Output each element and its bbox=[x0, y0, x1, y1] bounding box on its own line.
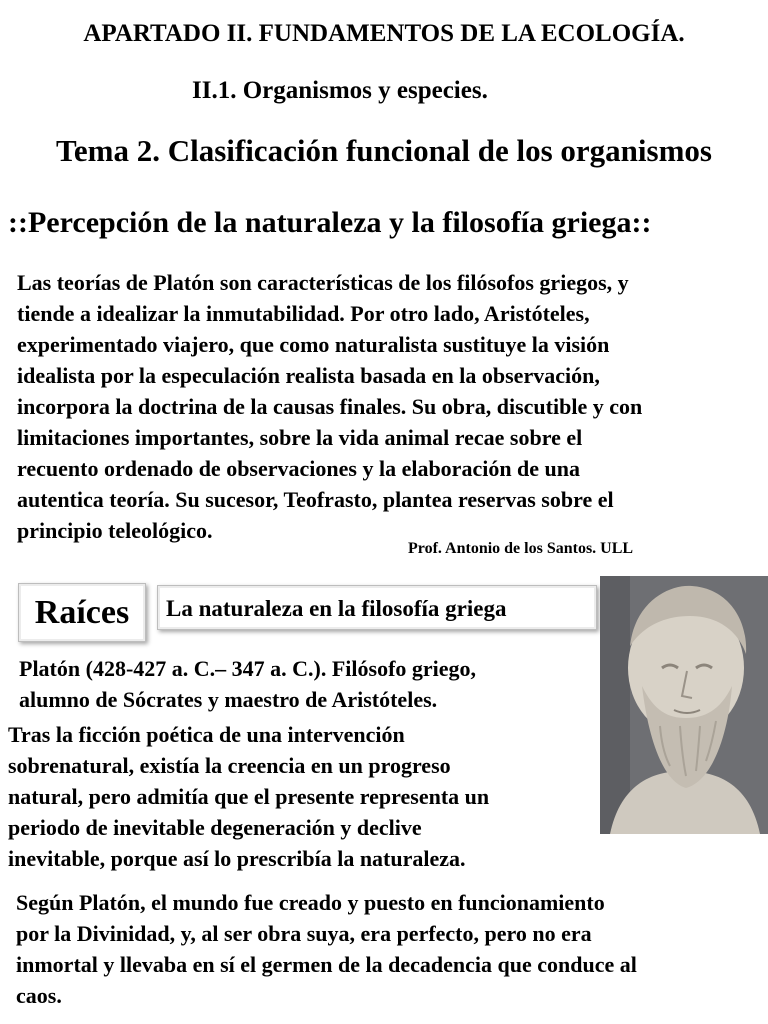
segun-platon-paragraph bbox=[16, 887, 751, 1011]
author-credit: Prof. Antonio de los Santos. ULL bbox=[408, 540, 634, 557]
subapartado-title: II.1. Organismos y especies. bbox=[192, 77, 488, 104]
tema-title: Tema 2. Clasificación funcional de los organismos bbox=[56, 133, 712, 168]
intro-line: idealista por la especulación realista basada en la observación, bbox=[17, 363, 600, 388]
platon-line: alumno de Sócrates y maestro de Aristóteles. bbox=[19, 687, 438, 712]
intro-line: principio teleológico. bbox=[17, 518, 213, 543]
segun-line: inmortal y llevaba en sí el germen de la decadencia que conduce al bbox=[16, 952, 637, 977]
intro-line: tiende a idealizar la inmutabilidad. Por otro lado, Aristóteles, bbox=[17, 301, 590, 326]
ficcion-paragraph bbox=[8, 719, 588, 874]
intro-line: limitaciones importantes, sobre la vida animal recae sobre el bbox=[17, 425, 583, 450]
platon-bio-paragraph bbox=[19, 653, 579, 715]
intro-line: incorpora la doctrina de la causas finales. Su obra, discutible y con bbox=[17, 394, 643, 419]
subtitle-box: La naturaleza en la filosofía griega bbox=[157, 585, 597, 630]
ficcion-line: inevitable, porque así lo prescribía la naturaleza. bbox=[8, 846, 466, 871]
section-heading: ::Percepción de la naturaleza y la filosofía griega:: bbox=[8, 206, 652, 239]
intro-line: Las teorías de Platón son características de los filósofos griegos, y bbox=[17, 270, 629, 295]
apartado-title: APARTADO II. FUNDAMENTOS DE LA ECOLOGÍA. bbox=[83, 20, 685, 47]
ficcion-line: Tras la ficción poética de una intervención bbox=[8, 722, 405, 747]
plato-bust-image bbox=[600, 576, 768, 834]
ficcion-line: natural, pero admitía que el presente representa un bbox=[8, 784, 490, 809]
raices-label-box: Raíces bbox=[18, 583, 146, 642]
plato-bust-illustration bbox=[600, 576, 768, 834]
intro-line: recuento ordenado de observaciones y la elaboración de una bbox=[17, 456, 581, 481]
ficcion-line: periodo de inevitable degeneración y declive bbox=[8, 815, 422, 840]
segun-line: caos. bbox=[16, 983, 62, 1008]
platon-line: Platón (428-427 a. C.– 347 a. C.). Filósofo griego, bbox=[19, 656, 477, 681]
intro-paragraph bbox=[17, 267, 737, 546]
segun-line: Según Platón, el mundo fue creado y puesto en funcionamiento bbox=[16, 890, 605, 915]
ficcion-line: sobrenatural, existía la creencia en un progreso bbox=[8, 753, 451, 778]
intro-line: experimentado viajero, que como naturalista sustituye la visión bbox=[17, 332, 610, 357]
intro-line: autentica teoría. Su sucesor, Teofrasto, plantea reservas sobre el bbox=[17, 487, 614, 512]
segun-line: por la Divinidad, y, al ser obra suya, era perfecto, pero no era bbox=[16, 921, 592, 946]
